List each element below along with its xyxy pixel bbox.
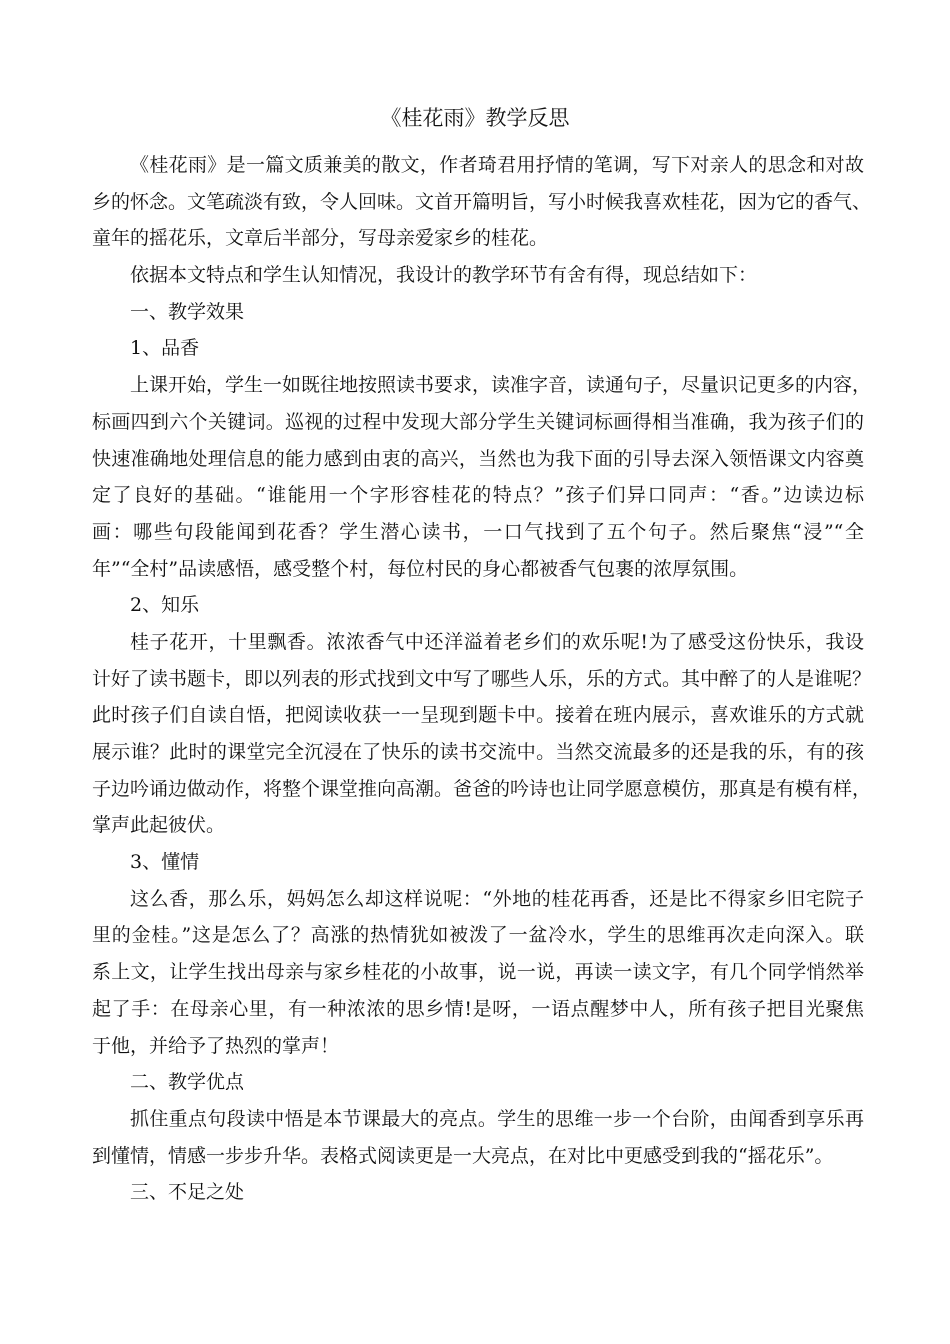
paragraph-line: 一、教学效果 [130,300,245,323]
paragraph-line: 2、知乐 [130,594,200,617]
paragraph-line: 展示谁？此时的课堂完全沉浸在了快乐的读书交流中。当然交流最多的还是我的乐，有的孩 [92,741,864,763]
paragraph [92,1101,864,1174]
paragraph-line: 于他，并给予了热烈的掌声！ [92,1034,340,1057]
paragraph-line: 快速准确地处理信息的能力感到由衷的高兴，当然也为我下面的引导去深入领悟课文内容奠 [92,447,864,470]
paragraph-line: 3、懂情 [130,851,200,874]
paragraph-line: 1、品香 [130,337,200,360]
paragraph [92,1064,864,1101]
paragraph-line: 到懂情，情感一步步升华。表格式阅读更是一大亮点，在对比中更感受到我的“摇花乐”。 [92,1144,834,1167]
paragraph [92,367,872,587]
paragraph [92,147,872,257]
paragraph-line: 二、教学优点 [130,1071,245,1094]
paragraph [92,330,864,367]
document-body [92,147,872,1211]
paragraph-line: 画：哪些句段能闻到花香？学生潜心读书，一口气找到了五个句子。然后聚焦“浸”“全 [92,520,864,543]
paragraph-line: 这么香，那么乐，妈妈怎么却这样说呢：“外地的桂花再香，还是比不得家乡旧宅院子 [130,887,864,910]
paragraph-line: 起了手：在母亲心里，有一种浓浓的思乡情!是呀，一语点醒梦中人，所有孩子把目光聚焦 [92,997,864,1020]
paragraph [92,1174,864,1211]
paragraph [92,844,864,881]
paragraph-line: 《桂花雨》是一篇文质兼美的散文，作者琦君用抒情的笔调，写下对亲人的思念和对故 [130,154,864,176]
paragraph-line: 三、不足之处 [130,1181,245,1204]
paragraph [92,881,864,1064]
paragraph [92,257,864,294]
paragraph-line: 掌声此起彼伏。 [92,814,226,837]
paragraph-line: 上课开始，学生一如既往地按照读书要求，读准字音，读通句子，尽量识记更多的内容， [130,374,872,397]
paragraph-line: 系上文，让学生找出母亲与家乡桂花的小故事，说一说，再读一读文字，有几个同学悄然举 [92,961,864,984]
paragraph [92,624,872,844]
paragraph [92,294,864,331]
paragraph-line: 此时孩子们自读自悟，把阅读收获一一呈现到题卡中。接着在班内展示，喜欢谁乐的方式就 [92,704,864,727]
paragraph-line: 依据本文特点和学生认知情况，我设计的教学环节有舍有得，现总结如下： [130,264,758,287]
paragraph-line: 里的金桂。”这是怎么了？高涨的热情犹如被泼了一盆冷水，学生的思维再次走向深入。联 [92,924,864,947]
paragraph-line: 计好了读书题卡，即以列表的形式找到文中写了哪些人乐，乐的方式。其中醉了的人是谁呢？ [92,667,872,690]
paragraph [92,587,864,624]
paragraph-line: 年”“全村”品读感悟，感受整个村，每位村民的身心都被香气包裹的浓厚氛围。 [92,557,749,580]
paragraph-line: 定了良好的基础。“谁能用一个字形容桂花的特点？”孩子们异口同声：“香。”边读边标 [92,484,864,507]
paragraph-line: 子边吟诵边做动作，将整个课堂推向高潮。爸爸的吟诗也让同学愿意模仿，那真是有模有样， [92,777,872,800]
paragraph-line: 抓住重点句段读中悟是本节课最大的亮点。学生的思维一步一个台阶，由闻香到享乐再 [130,1107,864,1130]
paragraph-line: 标画四到六个关键词。巡视的过程中发现大部分学生关键词标画得相当准确，我为孩子们的 [92,410,864,433]
paragraph-line: 乡的怀念。文笔疏淡有致，令人回味。文首开篇明旨，写小时候我喜欢桂花，因为它的香气、 [92,190,872,213]
paragraph-line: 桂子花开，十里飘香。浓浓香气中还洋溢着老乡们的欢乐呢!为了感受这份快乐，我设 [130,630,864,653]
document-title: 《桂花雨》教学反思 [380,106,570,130]
paragraph-line: 童年的摇花乐，文章后半部分，写母亲爱家乡的桂花。 [92,227,549,250]
